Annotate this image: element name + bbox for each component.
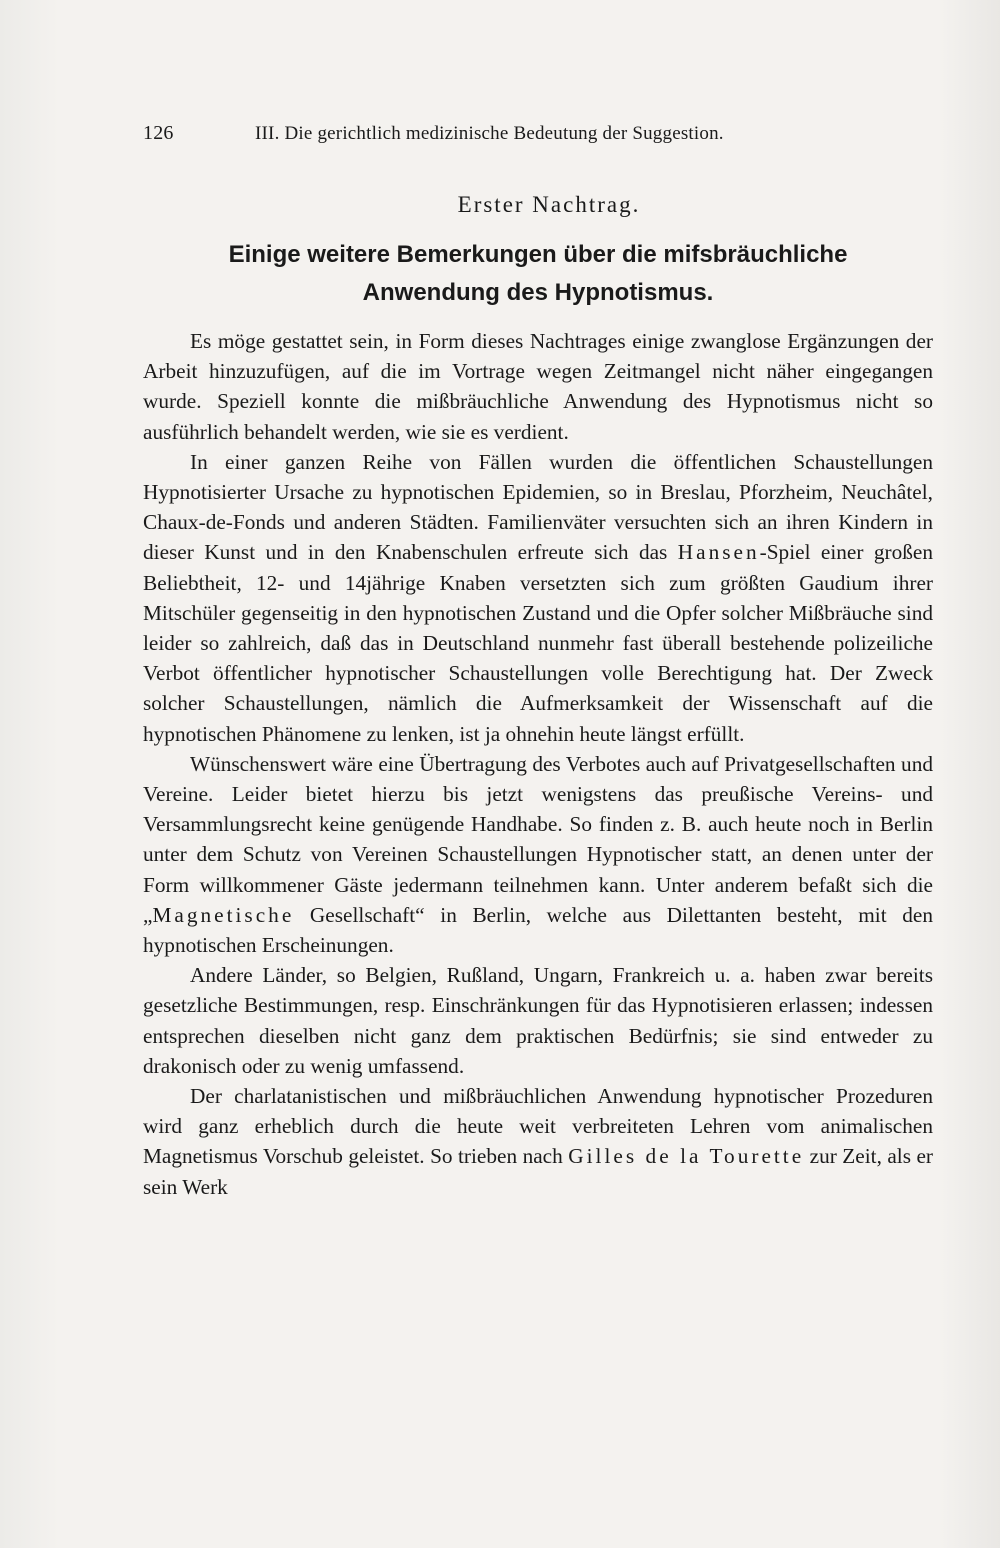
chapter-title <box>143 236 933 312</box>
section-heading: Erster Nachtrag. <box>457 192 641 217</box>
paragraph-2-text-a: In einer ganzen Reihe von Fällen wurden die öffentlichen Schaustellungen Hypnotisierter Ursache zu hypnotischen Epidemien, so in Breslau, Pforzheim, Neuchâtel, Chaux-de-Fonds und anderen Städten. Familienväter versuchten sich an ihren Kindern in dieser Kunst und in den Knabenschulen erfreute sich das <box>143 449 933 565</box>
page-number: 126 <box>143 122 174 144</box>
body-text <box>143 326 933 1202</box>
spaced-name-hansen: Hansen <box>677 540 760 565</box>
spaced-name-tourette: Gilles de la Tourette <box>568 1144 805 1169</box>
chapter-title-line-1: Einige weitere Bemerkungen über die mifsbräuchliche <box>228 241 848 268</box>
paragraph-2 <box>143 447 933 749</box>
chapter-title-line-2: Anwendung des Hypnotismus. <box>362 279 714 306</box>
running-title: III. Die gerichtlich medizinische Bedeutung der Suggestion. <box>255 123 724 144</box>
paragraph-3-text-b: Gesellschaft“ in Berlin, welche aus Dilettanten besteht, mit den hypnotischen Erscheinungen. <box>143 902 933 958</box>
paragraph-1 <box>143 326 933 447</box>
paragraph-1-text: Es möge gestattet sein, in Form dieses Nachtrages einige zwanglose Ergänzungen der Arbeit hinzuzufügen, auf die im Vortrage wegen Zeitmangel nicht näher eingegangen wurde. Speziell konnte die mißbräuchliche Anwendung des Hypnotismus nicht so ausführlich behandelt werden, wie sie es verdient. <box>143 329 933 444</box>
paragraph-2-text-b: -Spiel einer großen Beliebtheit, 12- und 14jährige Knaben versetzten sich zum größten Gaudium ihrer Mitschüler gegenseitig in den hypnotischen Zustand und die Opfer solcher Mißbräuche sind leider so zahlreich, daß das in Deutschland nunmehr fast überall bestehende polizeiliche Verbot öffentlicher hypnotischer Schaustellungen volle Berechtigung hat. Der Zweck solcher Schaustellungen, nämlich die Aufmerksamkeit der Wissenschaft auf die hypnotischen Phänomene zu lenken, ist ja ohnehin heute längst erfüllt. <box>143 540 933 746</box>
paragraph-5-text-b: zur Zeit, als er sein Werk <box>143 1144 933 1199</box>
paragraph-3-text-a: Wünschenswert wäre eine Übertragung des Verbotes auch auf Privatgesellschaften und Vereine. Leider bietet hierzu bis jetzt wenigstens das preußische Vereins- und Versammlungsrecht keine genügende Handhabe. So finden z. B. auch heute noch in Berlin unter dem Schutz von Vereinen Schaustellungen Hypnotischer statt, an denen unter der Form willkommener Gäste jedermann teilnehmen kann. Unter anderem befaßt sich die „ <box>143 751 933 927</box>
page-header <box>143 122 933 145</box>
paragraph-5 <box>143 1081 933 1202</box>
paragraph-4 <box>143 960 933 1081</box>
spaced-society-name: Magnetische <box>152 902 295 927</box>
paragraph-5-text-a: Der charlatanistischen und mißbräuchlichen Anwendung hypnotischer Prozeduren wird ganz erheblich durch die heute weit verbreiteten Lehren vom animalischen Magnetismus Vorschub geleistet. So trieben nach <box>143 1084 933 1169</box>
paragraph-4-text: Andere Länder, so Belgien, Rußland, Ungarn, Frankreich u. a. haben zwar bereits gesetzliche Bestimmungen, resp. Einschränkungen für das Hypnotisieren erlassen; indessen entsprechen dieselben nicht ganz dem praktischen Bedürfnis; sie sind entweder zu drakonisch oder zu wenig umfassend. <box>143 963 933 1078</box>
paragraph-3 <box>143 749 933 960</box>
